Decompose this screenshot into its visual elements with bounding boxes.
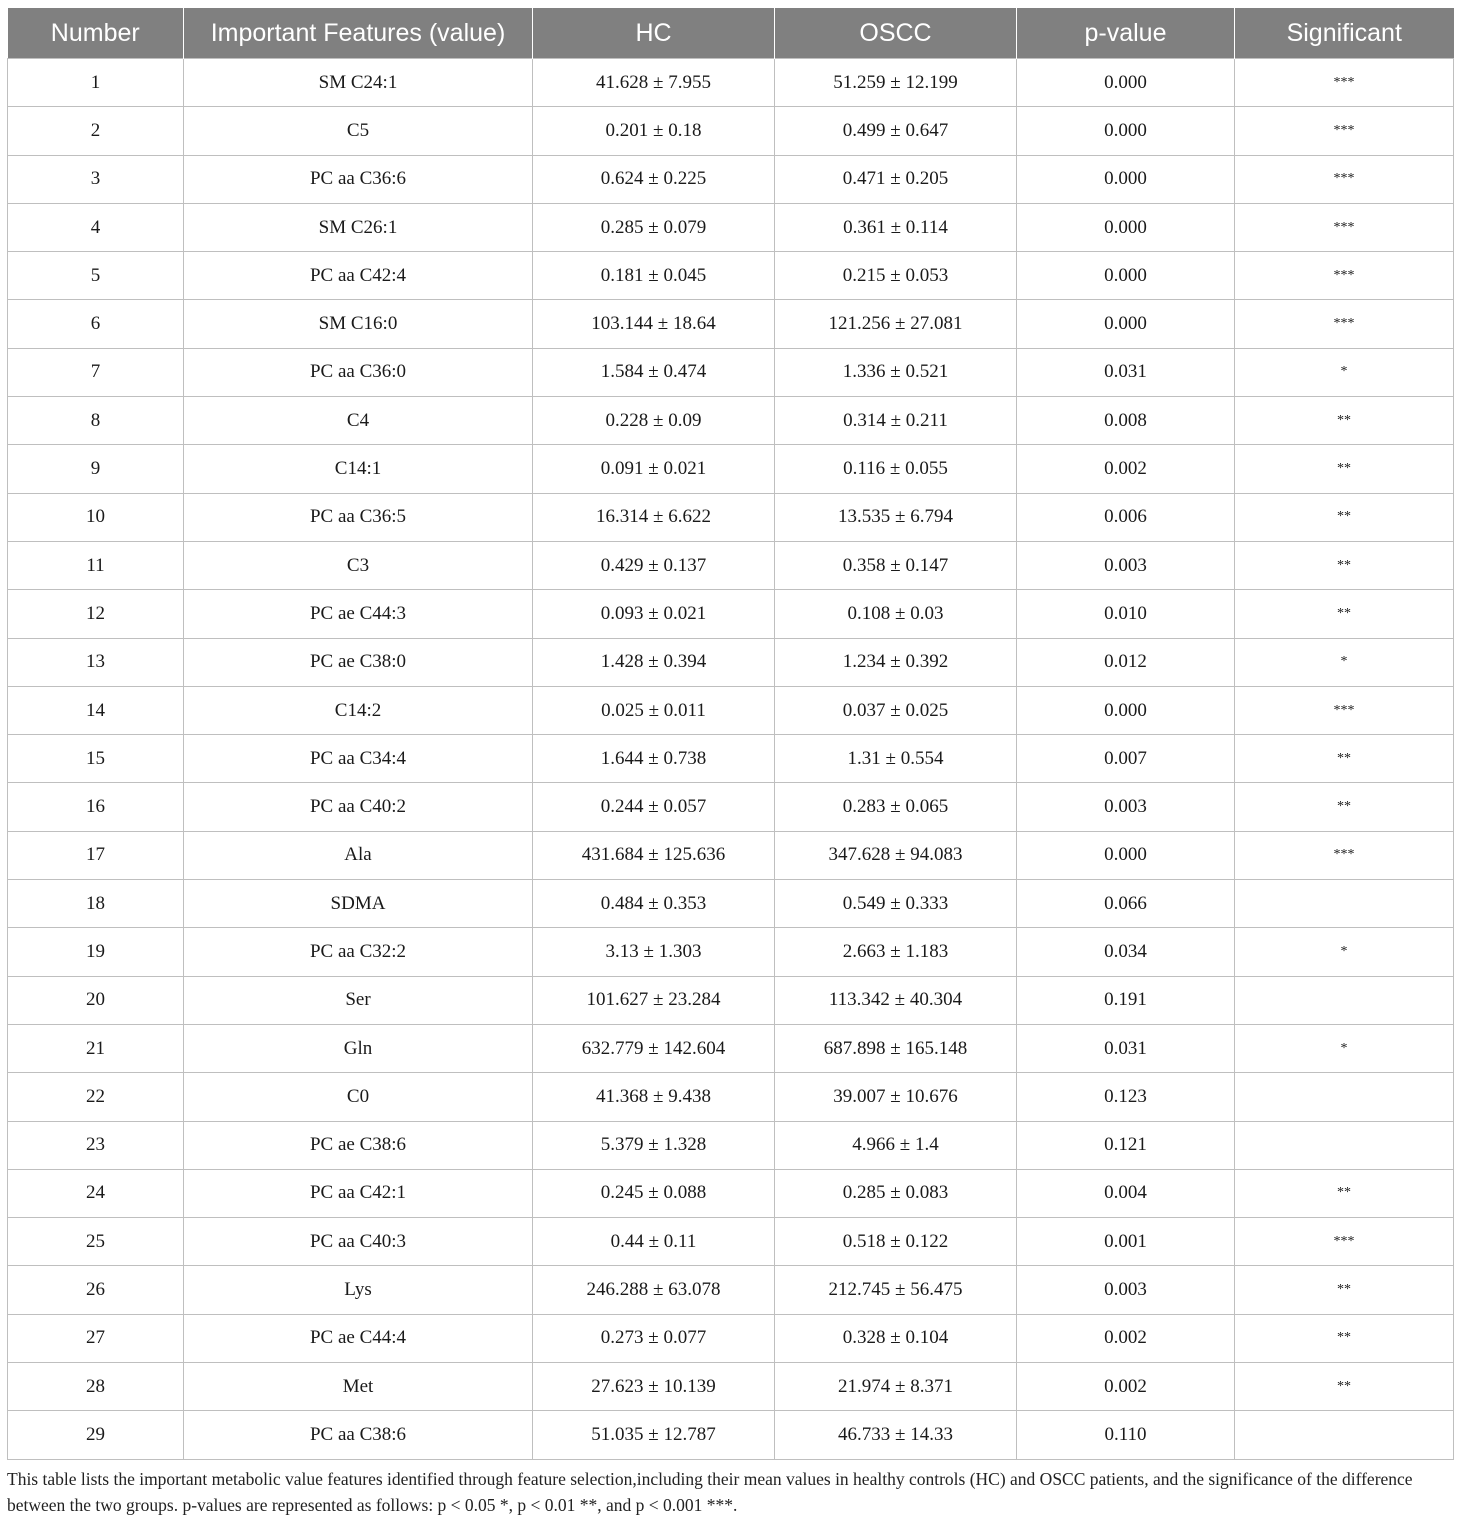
cell-p-value: 0.191 — [1017, 976, 1235, 1024]
cell-oscc: 121.256 ± 27.081 — [775, 300, 1017, 348]
cell-feature: PC aa C36:5 — [184, 493, 533, 541]
header-important-features: Important Features (value) — [184, 8, 533, 59]
cell-feature: PC aa C42:4 — [184, 252, 533, 300]
cell-significant: ** — [1235, 590, 1454, 638]
cell-feature: PC aa C42:1 — [184, 1169, 533, 1217]
cell-significant: *** — [1235, 300, 1454, 348]
cell-hc: 0.484 ± 0.353 — [533, 880, 775, 928]
cell-number: 25 — [8, 1218, 184, 1266]
table-row — [8, 1314, 1454, 1362]
table-header — [8, 8, 1454, 59]
data-table — [7, 8, 1454, 1460]
cell-hc: 246.288 ± 63.078 — [533, 1266, 775, 1314]
cell-number: 12 — [8, 590, 184, 638]
cell-number: 27 — [8, 1314, 184, 1362]
cell-number: 28 — [8, 1363, 184, 1411]
cell-p-value: 0.010 — [1017, 590, 1235, 638]
table-row — [8, 493, 1454, 541]
cell-oscc: 46.733 ± 14.33 — [775, 1411, 1017, 1459]
cell-p-value: 0.000 — [1017, 831, 1235, 879]
cell-oscc: 51.259 ± 12.199 — [775, 59, 1017, 107]
cell-hc: 0.285 ± 0.079 — [533, 203, 775, 251]
table-row — [8, 348, 1454, 396]
cell-feature: SM C16:0 — [184, 300, 533, 348]
cell-feature: Lys — [184, 1266, 533, 1314]
cell-hc: 1.644 ± 0.738 — [533, 735, 775, 783]
cell-p-value: 0.000 — [1017, 252, 1235, 300]
cell-p-value: 0.003 — [1017, 1266, 1235, 1314]
cell-significant: *** — [1235, 1218, 1454, 1266]
cell-number: 26 — [8, 1266, 184, 1314]
cell-p-value: 0.121 — [1017, 1121, 1235, 1169]
table-row — [8, 1411, 1454, 1459]
cell-significant: *** — [1235, 686, 1454, 734]
cell-significant: * — [1235, 348, 1454, 396]
cell-oscc: 21.974 ± 8.371 — [775, 1363, 1017, 1411]
cell-feature: C3 — [184, 541, 533, 589]
cell-hc: 0.273 ± 0.077 — [533, 1314, 775, 1362]
cell-feature: PC aa C36:0 — [184, 348, 533, 396]
cell-significant: ** — [1235, 735, 1454, 783]
cell-significant: * — [1235, 1024, 1454, 1072]
cell-significant: ** — [1235, 445, 1454, 493]
cell-significant — [1235, 880, 1454, 928]
cell-hc: 41.628 ± 7.955 — [533, 59, 775, 107]
cell-oscc: 0.108 ± 0.03 — [775, 590, 1017, 638]
cell-hc: 0.429 ± 0.137 — [533, 541, 775, 589]
cell-significant — [1235, 1073, 1454, 1121]
cell-feature: SM C24:1 — [184, 59, 533, 107]
header-hc: HC — [533, 8, 775, 59]
cell-hc: 27.623 ± 10.139 — [533, 1363, 775, 1411]
table-footnote: This table lists the important metabolic value features identified through feature selection,including their mean values in healthy controls (HC) and OSCC patients, and the significance of the difference between the two groups. p-values are represented as follows: p < 0.05 *, p < 0.01 **, and p < 0.001 ***. — [7, 1469, 1413, 1515]
table-row — [8, 1024, 1454, 1072]
cell-oscc: 212.745 ± 56.475 — [775, 1266, 1017, 1314]
cell-hc: 0.44 ± 0.11 — [533, 1218, 775, 1266]
table-row — [8, 1073, 1454, 1121]
cell-number: 2 — [8, 107, 184, 155]
cell-significant: * — [1235, 928, 1454, 976]
cell-significant — [1235, 1411, 1454, 1459]
cell-hc: 51.035 ± 12.787 — [533, 1411, 775, 1459]
cell-oscc: 0.283 ± 0.065 — [775, 783, 1017, 831]
table-row — [8, 203, 1454, 251]
cell-hc: 41.368 ± 9.438 — [533, 1073, 775, 1121]
cell-feature: PC ae C44:3 — [184, 590, 533, 638]
cell-p-value: 0.002 — [1017, 445, 1235, 493]
cell-number: 21 — [8, 1024, 184, 1072]
cell-hc: 5.379 ± 1.328 — [533, 1121, 775, 1169]
cell-feature: PC aa C36:6 — [184, 155, 533, 203]
cell-number: 8 — [8, 397, 184, 445]
cell-p-value: 0.002 — [1017, 1314, 1235, 1362]
cell-number: 23 — [8, 1121, 184, 1169]
cell-oscc: 113.342 ± 40.304 — [775, 976, 1017, 1024]
cell-p-value: 0.000 — [1017, 686, 1235, 734]
cell-significant: *** — [1235, 107, 1454, 155]
cell-oscc: 0.328 ± 0.104 — [775, 1314, 1017, 1362]
cell-hc: 0.624 ± 0.225 — [533, 155, 775, 203]
cell-oscc: 0.471 ± 0.205 — [775, 155, 1017, 203]
table-row — [8, 783, 1454, 831]
cell-p-value: 0.004 — [1017, 1169, 1235, 1217]
table-row — [8, 59, 1454, 107]
cell-oscc: 0.116 ± 0.055 — [775, 445, 1017, 493]
cell-oscc: 0.314 ± 0.211 — [775, 397, 1017, 445]
cell-number: 4 — [8, 203, 184, 251]
cell-hc: 431.684 ± 125.636 — [533, 831, 775, 879]
table-row — [8, 1121, 1454, 1169]
table-body — [8, 59, 1454, 1460]
cell-feature: PC aa C32:2 — [184, 928, 533, 976]
cell-hc: 16.314 ± 6.622 — [533, 493, 775, 541]
cell-feature: C4 — [184, 397, 533, 445]
cell-number: 11 — [8, 541, 184, 589]
cell-p-value: 0.000 — [1017, 107, 1235, 155]
cell-p-value: 0.000 — [1017, 59, 1235, 107]
table-row — [8, 590, 1454, 638]
cell-hc: 0.244 ± 0.057 — [533, 783, 775, 831]
cell-number: 24 — [8, 1169, 184, 1217]
header-p-value: p-value — [1017, 8, 1235, 59]
table-row — [8, 976, 1454, 1024]
cell-feature: C14:2 — [184, 686, 533, 734]
cell-p-value: 0.012 — [1017, 638, 1235, 686]
cell-number: 19 — [8, 928, 184, 976]
cell-significant: ** — [1235, 783, 1454, 831]
cell-number: 3 — [8, 155, 184, 203]
cell-feature: Gln — [184, 1024, 533, 1072]
cell-significant: ** — [1235, 1314, 1454, 1362]
cell-feature: PC ae C38:0 — [184, 638, 533, 686]
cell-number: 15 — [8, 735, 184, 783]
cell-oscc: 687.898 ± 165.148 — [775, 1024, 1017, 1072]
cell-oscc: 2.663 ± 1.183 — [775, 928, 1017, 976]
cell-p-value: 0.123 — [1017, 1073, 1235, 1121]
cell-significant: *** — [1235, 252, 1454, 300]
cell-feature: PC aa C34:4 — [184, 735, 533, 783]
cell-oscc: 13.535 ± 6.794 — [775, 493, 1017, 541]
cell-significant — [1235, 1121, 1454, 1169]
header-oscc: OSCC — [775, 8, 1017, 59]
cell-number: 17 — [8, 831, 184, 879]
cell-oscc: 1.31 ± 0.554 — [775, 735, 1017, 783]
cell-p-value: 0.066 — [1017, 880, 1235, 928]
cell-feature: SDMA — [184, 880, 533, 928]
table-row — [8, 107, 1454, 155]
cell-hc: 0.091 ± 0.021 — [533, 445, 775, 493]
cell-number: 16 — [8, 783, 184, 831]
cell-feature: PC ae C38:6 — [184, 1121, 533, 1169]
header-number: Number — [8, 8, 184, 59]
cell-p-value: 0.031 — [1017, 1024, 1235, 1072]
cell-p-value: 0.008 — [1017, 397, 1235, 445]
table-row — [8, 1266, 1454, 1314]
table-row — [8, 252, 1454, 300]
cell-significant: *** — [1235, 155, 1454, 203]
cell-number: 5 — [8, 252, 184, 300]
cell-number: 13 — [8, 638, 184, 686]
cell-feature: PC aa C40:2 — [184, 783, 533, 831]
cell-oscc: 4.966 ± 1.4 — [775, 1121, 1017, 1169]
table-row — [8, 638, 1454, 686]
cell-oscc: 347.628 ± 94.083 — [775, 831, 1017, 879]
cell-p-value: 0.007 — [1017, 735, 1235, 783]
cell-hc: 0.181 ± 0.045 — [533, 252, 775, 300]
cell-hc: 3.13 ± 1.303 — [533, 928, 775, 976]
cell-number: 1 — [8, 59, 184, 107]
cell-feature: Ser — [184, 976, 533, 1024]
cell-p-value: 0.000 — [1017, 155, 1235, 203]
cell-significant: ** — [1235, 493, 1454, 541]
table-row — [8, 155, 1454, 203]
cell-p-value: 0.034 — [1017, 928, 1235, 976]
cell-hc: 101.627 ± 23.284 — [533, 976, 775, 1024]
cell-oscc: 0.037 ± 0.025 — [775, 686, 1017, 734]
cell-oscc: 0.215 ± 0.053 — [775, 252, 1017, 300]
cell-oscc: 1.336 ± 0.521 — [775, 348, 1017, 396]
table-row — [8, 880, 1454, 928]
cell-hc: 103.144 ± 18.64 — [533, 300, 775, 348]
cell-feature: C0 — [184, 1073, 533, 1121]
cell-oscc: 0.358 ± 0.147 — [775, 541, 1017, 589]
cell-hc: 1.428 ± 0.394 — [533, 638, 775, 686]
cell-feature: C5 — [184, 107, 533, 155]
cell-p-value: 0.000 — [1017, 203, 1235, 251]
header-significant: Significant — [1235, 8, 1454, 59]
cell-number: 7 — [8, 348, 184, 396]
cell-significant: ** — [1235, 541, 1454, 589]
table-row — [8, 686, 1454, 734]
cell-number: 10 — [8, 493, 184, 541]
table-row — [8, 831, 1454, 879]
cell-hc: 0.228 ± 0.09 — [533, 397, 775, 445]
cell-number: 14 — [8, 686, 184, 734]
table-row — [8, 1169, 1454, 1217]
cell-hc: 1.584 ± 0.474 — [533, 348, 775, 396]
table-row — [8, 928, 1454, 976]
cell-oscc: 0.549 ± 0.333 — [775, 880, 1017, 928]
cell-p-value: 0.003 — [1017, 541, 1235, 589]
cell-significant: *** — [1235, 831, 1454, 879]
cell-oscc: 0.285 ± 0.083 — [775, 1169, 1017, 1217]
cell-hc: 632.779 ± 142.604 — [533, 1024, 775, 1072]
cell-oscc: 0.361 ± 0.114 — [775, 203, 1017, 251]
table-row — [8, 1218, 1454, 1266]
cell-number: 29 — [8, 1411, 184, 1459]
cell-feature: PC aa C40:3 — [184, 1218, 533, 1266]
cell-number: 9 — [8, 445, 184, 493]
cell-p-value: 0.031 — [1017, 348, 1235, 396]
cell-significant: * — [1235, 638, 1454, 686]
header-row — [8, 8, 1454, 59]
cell-feature: PC ae C44:4 — [184, 1314, 533, 1362]
cell-number: 18 — [8, 880, 184, 928]
cell-number: 6 — [8, 300, 184, 348]
cell-p-value: 0.001 — [1017, 1218, 1235, 1266]
cell-p-value: 0.110 — [1017, 1411, 1235, 1459]
cell-feature: C14:1 — [184, 445, 533, 493]
table-row — [8, 397, 1454, 445]
cell-p-value: 0.003 — [1017, 783, 1235, 831]
cell-feature: PC aa C38:6 — [184, 1411, 533, 1459]
table-row — [8, 445, 1454, 493]
cell-significant: ** — [1235, 1363, 1454, 1411]
cell-feature: Ala — [184, 831, 533, 879]
cell-p-value: 0.006 — [1017, 493, 1235, 541]
cell-oscc: 39.007 ± 10.676 — [775, 1073, 1017, 1121]
table-row — [8, 1363, 1454, 1411]
cell-significant: ** — [1235, 1266, 1454, 1314]
table-container — [7, 8, 1453, 1460]
cell-oscc: 0.499 ± 0.647 — [775, 107, 1017, 155]
cell-hc: 0.245 ± 0.088 — [533, 1169, 775, 1217]
cell-p-value: 0.002 — [1017, 1363, 1235, 1411]
cell-hc: 0.201 ± 0.18 — [533, 107, 775, 155]
cell-number: 22 — [8, 1073, 184, 1121]
cell-oscc: 1.234 ± 0.392 — [775, 638, 1017, 686]
cell-number: 20 — [8, 976, 184, 1024]
cell-significant — [1235, 976, 1454, 1024]
cell-significant: *** — [1235, 59, 1454, 107]
cell-hc: 0.093 ± 0.021 — [533, 590, 775, 638]
cell-feature: SM C26:1 — [184, 203, 533, 251]
table-row — [8, 541, 1454, 589]
cell-hc: 0.025 ± 0.011 — [533, 686, 775, 734]
cell-feature: Met — [184, 1363, 533, 1411]
table-row — [8, 300, 1454, 348]
cell-significant: ** — [1235, 1169, 1454, 1217]
table-row — [8, 735, 1454, 783]
cell-significant: ** — [1235, 397, 1454, 445]
cell-significant: *** — [1235, 203, 1454, 251]
cell-oscc: 0.518 ± 0.122 — [775, 1218, 1017, 1266]
cell-p-value: 0.000 — [1017, 300, 1235, 348]
